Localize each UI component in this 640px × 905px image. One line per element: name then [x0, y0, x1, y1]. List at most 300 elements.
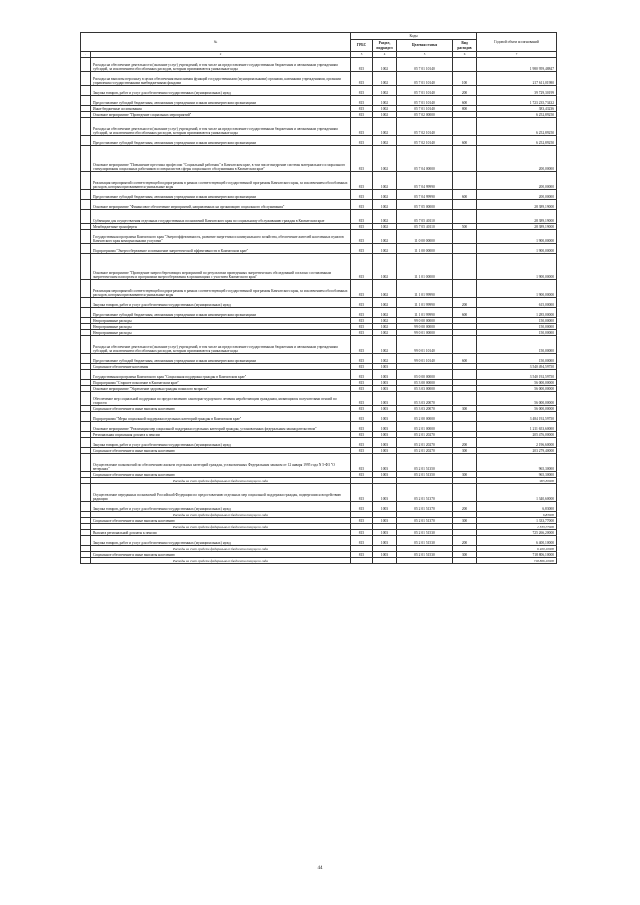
table-row: [81, 230, 557, 244]
cell-number: [81, 244, 91, 254]
cell-razdel: 1003: [373, 380, 397, 386]
cell-razdel: [373, 558, 397, 564]
cell-grbs: 815: [351, 454, 373, 472]
cell-expense-type: 200: [453, 502, 477, 512]
cell-target-article: 05 7 04 99990: [397, 190, 453, 200]
cell-amount: 3 540 192,59750: [477, 370, 557, 380]
cell-razdel: 1003: [373, 502, 397, 512]
cell-name: Основное мероприятие "Повышение престижа профессии "Социальный работник" в Камчатском крае, в том числе внедрение системы материального и морального стимулирования социальных работников и специалистов сферы социального обслуживания в Камчатском крае": [91, 146, 351, 172]
page-number: 44: [317, 866, 323, 871]
cell-razdel: 1003: [373, 432, 397, 438]
cell-grbs: 815: [351, 518, 373, 524]
cell-expense-type: [453, 370, 477, 380]
cell-name: Социальное обеспечение населения: [91, 364, 351, 370]
cell-expense-type: 600: [453, 190, 477, 200]
cell-target-article: 99 0 01 10140: [397, 354, 453, 364]
cell-expense-type: [453, 412, 477, 422]
table-row: [81, 536, 557, 546]
cell-name: Социальное обеспечение и иные выплаты населению: [91, 448, 351, 454]
cell-grbs: 815: [351, 536, 373, 546]
header-index-2: 2: [91, 52, 351, 58]
cell-razdel: 1003: [373, 406, 397, 412]
cell-amount: 1 900,00000: [477, 244, 557, 254]
cell-name: Непрограммные расходы: [91, 330, 351, 336]
cell-number: [81, 422, 91, 432]
cell-target-article: 05 2 01 51530: [397, 530, 453, 536]
cell-target-article: 05 2 01 51530: [397, 536, 453, 546]
cell-target-article: 05 2 01 20270: [397, 432, 453, 438]
cell-name: Расходы за счет средств федерального бюджета текущего года: [91, 546, 351, 552]
cell-expense-type: 100: [453, 72, 477, 86]
cell-grbs: 815: [351, 412, 373, 422]
cell-number: [81, 86, 91, 96]
cell-grbs: 815: [351, 280, 373, 298]
cell-grbs: 815: [351, 146, 373, 172]
cell-name: Межбюджетные трансферты: [91, 224, 351, 230]
cell-amount: 150,00000: [477, 330, 557, 336]
cell-amount: 6,83000: [477, 512, 557, 518]
cell-number: [81, 392, 91, 406]
cell-number: [81, 254, 91, 280]
cell-number: [81, 58, 91, 72]
cell-grbs: 815: [351, 106, 373, 112]
cell-target-article: 11 1 01 99990: [397, 280, 453, 298]
cell-target-article: 05 3 03 20070: [397, 406, 453, 412]
table-row: [81, 438, 557, 448]
cell-razdel: 1002: [373, 336, 397, 354]
cell-name: Непрограммные расходы: [91, 318, 351, 324]
cell-expense-type: 800: [453, 106, 477, 112]
cell-amount: 28 389,19000: [477, 200, 557, 210]
header-target-article: Целевая статья: [397, 40, 453, 52]
cell-name: Государственная программа Камчатского края "Социальная поддержка граждан в Камчатском крае": [91, 370, 351, 380]
cell-amount: 200,00000: [477, 172, 557, 190]
table-row: [81, 210, 557, 224]
cell-target-article: 05 7 04 00000: [397, 146, 453, 172]
cell-name: Подпрограмма "Меры социальной поддержки отдельных категорий граждан в Камчатском крае": [91, 412, 351, 422]
cell-razdel: 1003: [373, 386, 397, 392]
cell-number: [81, 336, 91, 354]
cell-grbs: 815: [351, 118, 373, 136]
cell-grbs: 815: [351, 380, 373, 386]
cell-target-article: 05 0 00 00000: [397, 370, 453, 380]
cell-target-article: 05 7 01 10140: [397, 58, 453, 72]
cell-razdel: 1003: [373, 412, 397, 422]
cell-name: Закупка товаров, работ и услуг для обеспечения государственных (муниципальных) нужд: [91, 502, 351, 512]
cell-target-article: 05 2 01 51370: [397, 518, 453, 524]
cell-expense-type: [453, 454, 477, 472]
cell-amount: 1 980 959,48847: [477, 58, 557, 72]
cell-number: [81, 146, 91, 172]
header-index-1: .: [81, 52, 91, 58]
cell-expense-type: 200: [453, 86, 477, 96]
cell-grbs: 815: [351, 354, 373, 364]
cell-name: Подпрограмма "Энергосбережение и повышение энергетической эффективности в Камчатском крае": [91, 244, 351, 254]
cell-razdel: 1002: [373, 118, 397, 136]
cell-number: [81, 72, 91, 86]
cell-grbs: 815: [351, 318, 373, 324]
cell-grbs: 815: [351, 86, 373, 96]
cell-grbs: 815: [351, 254, 373, 280]
cell-grbs: 815: [351, 552, 373, 558]
header-number: №: [81, 33, 351, 52]
cell-name: Закупка товаров, работ и услуг для обеспечения государственных (муниципальных) нужд: [91, 536, 351, 546]
cell-amount: 3 484 192,59750: [477, 412, 557, 422]
cell-razdel: 1002: [373, 330, 397, 336]
cell-grbs: 815: [351, 224, 373, 230]
cell-razdel: 1002: [373, 230, 397, 244]
cell-grbs: 815: [351, 200, 373, 210]
cell-grbs: 815: [351, 422, 373, 432]
table-row: [81, 370, 557, 380]
table-row: [81, 58, 557, 72]
cell-expense-type: 600: [453, 96, 477, 106]
cell-grbs: 815: [351, 336, 373, 354]
cell-razdel: 1002: [373, 298, 397, 308]
header-index-5: 5: [397, 52, 453, 58]
cell-target-article: 05 3 03 20070: [397, 392, 453, 406]
cell-expense-type: [453, 210, 477, 224]
cell-razdel: 1002: [373, 58, 397, 72]
cell-amount: 150,00000: [477, 318, 557, 324]
cell-number: [81, 172, 91, 190]
table-row: [81, 190, 557, 200]
cell-amount: 200,00000: [477, 146, 557, 172]
cell-razdel: 1002: [373, 318, 397, 324]
cell-razdel: 1002: [373, 254, 397, 280]
cell-amount: 718 806,10000: [477, 552, 557, 558]
cell-amount: 56 000,00000: [477, 380, 557, 386]
cell-expense-type: 300: [453, 472, 477, 478]
cell-name: Реализация мероприятий соответствующей подпрограммы в рамках соответствующей государственной программы Камчатского края, за исключением обособленных расходов, которым присваиваются уникальные коды: [91, 280, 351, 298]
cell-number: [81, 412, 91, 422]
cell-amount: 1 211 653,60000: [477, 422, 557, 432]
cell-name: Расходы на обеспечение деятельности (оказание услуг) учреждений, в том числе на предоставление государственным бюджетным и автономным учреждениям субсидий, за исключением обособленных расходов, которым присваиваются уникальные коды: [91, 118, 351, 136]
cell-grbs: 815: [351, 172, 373, 190]
cell-razdel: 1002: [373, 354, 397, 364]
cell-number: [81, 230, 91, 244]
cell-expense-type: [453, 230, 477, 244]
cell-target-article: 05 7 05 40110: [397, 224, 453, 230]
cell-name: Расходы на обеспечение деятельности (оказание услуг) учреждений, в том числе на предоставление государственным бюджетным и автономным учреждениям субсидий, за исключением обособленных расходов, которым присваиваются уникальные коды: [91, 336, 351, 354]
cell-razdel: 1003: [373, 484, 397, 502]
cell-name: Расходы на выплаты персоналу в целях обеспечения выполнения функций государственными (муниципальными) органами, казенными учреждениями, органами управления государственными внебюджетными фондами: [91, 72, 351, 86]
cell-number: [81, 370, 91, 380]
cell-name: Непрограммные расходы: [91, 324, 351, 330]
cell-target-article: 05 7 04 99990: [397, 172, 453, 190]
cell-number: [81, 502, 91, 512]
cell-expense-type: [453, 484, 477, 502]
table-row: [81, 484, 557, 502]
cell-name: Реализация мероприятий соответствующей подпрограммы в рамках соответствующей государственной программы Камчатского края, за исключением обособленных расходов, которым присваиваются уникальные коды: [91, 172, 351, 190]
cell-target-article: 99 0 01 00000: [397, 330, 453, 336]
cell-grbs: 815: [351, 58, 373, 72]
cell-razdel: 1002: [373, 308, 397, 318]
cell-target-article: 05 2 01 51350: [397, 472, 453, 478]
cell-amount: 1 333,77000: [477, 518, 557, 524]
cell-name: Осуществление переданных полномочий Российской Федерации по предоставлению отдельных мер социальной поддержки граждан, подвергшихся воздействию радиации: [91, 484, 351, 502]
cell-target-article: 05 2 01 00000: [397, 422, 453, 432]
cell-number: [81, 536, 91, 546]
cell-expense-type: [453, 422, 477, 432]
table-row: [81, 354, 557, 364]
cell-name: Предоставление субсидий бюджетным, автономным учреждениям и иным некоммерческим организациям: [91, 190, 351, 200]
cell-target-article: 05 7 01 10140: [397, 72, 453, 86]
cell-razdel: 1002: [373, 324, 397, 330]
table-row: [81, 146, 557, 172]
cell-expense-type: [453, 558, 477, 564]
cell-grbs: 815: [351, 484, 373, 502]
cell-amount: 6 400,10000: [477, 536, 557, 546]
cell-number: [81, 308, 91, 318]
cell-expense-type: [453, 58, 477, 72]
cell-amount: 6 400,10000: [477, 546, 557, 552]
cell-razdel: 1002: [373, 190, 397, 200]
cell-razdel: 1002: [373, 172, 397, 190]
cell-expense-type: [453, 336, 477, 354]
cell-razdel: 1003: [373, 392, 397, 406]
cell-razdel: 1002: [373, 86, 397, 96]
cell-razdel: 1002: [373, 244, 397, 254]
cell-amount: 28 389,19000: [477, 224, 557, 230]
cell-grbs: 815: [351, 112, 373, 118]
cell-amount: 56 000,00000: [477, 406, 557, 412]
cell-target-article: 99 0 00 00000: [397, 318, 453, 324]
table-row: [81, 254, 557, 280]
cell-grbs: 815: [351, 472, 373, 478]
cell-grbs: 815: [351, 190, 373, 200]
table-row: [81, 72, 557, 86]
header-annual-volume: Годовой объем ассигнований: [477, 33, 557, 52]
header-codes: Коды: [351, 33, 477, 40]
cell-razdel: 1002: [373, 136, 397, 146]
cell-grbs: 815: [351, 438, 373, 448]
cell-target-article: 05 7 02 10140: [397, 118, 453, 136]
table-row: [81, 280, 557, 298]
cell-name: Расходы за счет средств федерального бюджета текущего года: [91, 558, 351, 564]
cell-amount: 1 285,00000: [477, 308, 557, 318]
cell-amount: 1 900,00000: [477, 280, 557, 298]
cell-number: [81, 118, 91, 136]
cell-expense-type: [453, 172, 477, 190]
cell-amount: 56 000,00000: [477, 386, 557, 392]
cell-amount: 965,30000: [477, 454, 557, 472]
cell-target-article: 05 7 01 10140: [397, 86, 453, 96]
cell-razdel: 1003: [373, 472, 397, 478]
cell-razdel: 1002: [373, 112, 397, 118]
cell-razdel: 1002: [373, 200, 397, 210]
cell-razdel: 1003: [373, 552, 397, 558]
cell-expense-type: [453, 392, 477, 406]
header-index-7: 7: [477, 52, 557, 58]
cell-expense-type: 300: [453, 518, 477, 524]
cell-target-article: 05 3 00 00000: [397, 380, 453, 386]
cell-name: Предоставление субсидий бюджетным, автономным учреждениям и иным некоммерческим организациям: [91, 354, 351, 364]
table-row: [81, 392, 557, 406]
cell-name: Субвенции для осуществления отдельных государственных полномочий Камчатского края по социальному обслуживанию граждан в Камчатском крае: [91, 210, 351, 224]
cell-target-article: 05 3 03 00000: [397, 386, 453, 392]
cell-name: Предоставление субсидий бюджетным, автономным учреждениям и иным некоммерческим организациям: [91, 308, 351, 318]
table-row: [81, 308, 557, 318]
cell-amount: 6 252,89250: [477, 136, 557, 146]
cell-name: Расходы за счет средств федерального бюджета текущего года: [91, 478, 351, 484]
cell-amount: 150,00000: [477, 324, 557, 330]
cell-expense-type: 300: [453, 552, 477, 558]
table-row: [81, 454, 557, 472]
header-grbs: ГРБС: [351, 40, 373, 52]
cell-razdel: 1002: [373, 210, 397, 224]
cell-grbs: 815: [351, 96, 373, 106]
header-razdel: Раздел, подраздел: [373, 40, 397, 52]
cell-target-article: 05 2 00 00000: [397, 412, 453, 422]
cell-number: [81, 210, 91, 224]
cell-name: Основное мероприятие "Проведение энергосберегающих мероприятий по результатам проведенных энергетических обследований согласно составленным энергетическим паспортам и программам энергосбережения в организациях с участием Камчатского края": [91, 254, 351, 280]
cell-grbs: 815: [351, 370, 373, 380]
cell-amount: 6 252,89250: [477, 112, 557, 118]
cell-amount: 217 611,01980: [477, 72, 557, 86]
cell-expense-type: 600: [453, 136, 477, 146]
budget-table-sheet: [80, 32, 556, 564]
cell-name: Подпрограмма "Старшее поколение в Камчатском крае": [91, 380, 351, 386]
table-row: [81, 136, 557, 146]
cell-number: [81, 454, 91, 472]
cell-expense-type: [453, 118, 477, 136]
cell-number: [81, 484, 91, 502]
cell-razdel: 1003: [373, 364, 397, 370]
cell-number: [81, 280, 91, 298]
cell-grbs: 815: [351, 392, 373, 406]
cell-razdel: 1003: [373, 438, 397, 448]
cell-grbs: 815: [351, 364, 373, 370]
table-row: [81, 336, 557, 354]
header-index-3: 3: [351, 52, 373, 58]
cell-grbs: 815: [351, 230, 373, 244]
cell-name: Социальное обеспечение и иные выплаты населению: [91, 472, 351, 478]
cell-grbs: [351, 558, 373, 564]
cell-name: Основное мероприятие "Укрепление здоровья граждан пожилого возраста": [91, 386, 351, 392]
cell-name: Социальное обеспечение и иные выплаты населению: [91, 552, 351, 558]
cell-name: Социальное обеспечение и иные выплаты населению: [91, 406, 351, 412]
cell-expense-type: 200: [453, 438, 477, 448]
table-row: [81, 86, 557, 96]
table-row: [81, 200, 557, 210]
cell-razdel: 1003: [373, 518, 397, 524]
cell-number: [81, 136, 91, 146]
cell-target-article: 11 1 01 99990: [397, 308, 453, 318]
cell-razdel: 1003: [373, 454, 397, 472]
table-body: [81, 58, 557, 564]
cell-razdel: 1002: [373, 72, 397, 86]
cell-grbs: 815: [351, 244, 373, 254]
cell-target-article: 11 0 00 00000: [397, 230, 453, 244]
cell-amount: 150,00000: [477, 336, 557, 354]
cell-name: Государственная программа Камчатского края "Энергоэффективность, развитие энергетики и коммунального хозяйства, обеспечение жителей населенных пунктов Камчатского края коммунальными услугами": [91, 230, 351, 244]
cell-grbs: 815: [351, 502, 373, 512]
budget-table: [80, 32, 557, 564]
cell-expense-type: [453, 244, 477, 254]
cell-amount: 718 866,10000: [477, 558, 557, 564]
cell-razdel: 1002: [373, 280, 397, 298]
cell-name: Обеспечение мер социальной поддержки по предоставлению санаторно-курортного лечения неработающим гражданам, являющимся получателями пенсий по старости: [91, 392, 351, 406]
cell-amount: 150,00000: [477, 354, 557, 364]
cell-name: Основное мероприятие "Реализация мер социальной поддержки отдельных категорий граждан, установленных федеральным законодательством": [91, 422, 351, 432]
cell-name: Закупка товаров, работ и услуг для обеспечения государственных (муниципальных) нужд: [91, 86, 351, 96]
cell-amount: 39 729,30199: [477, 86, 557, 96]
cell-amount: 3 540 494,59750: [477, 364, 557, 370]
cell-amount: 383,43236: [477, 106, 557, 112]
cell-target-article: 05 2 01 20270: [397, 438, 453, 448]
cell-razdel: 1003: [373, 530, 397, 536]
table-row: [81, 172, 557, 190]
cell-expense-type: 500: [453, 224, 477, 230]
table-row: [81, 96, 557, 106]
cell-name: Социальное обеспечение и иные выплаты населению: [91, 518, 351, 524]
table-row: [81, 422, 557, 432]
cell-target-article: 05 7 01 10140: [397, 96, 453, 106]
cell-name: Основное мероприятие "Финансовое обеспечение мероприятий, направленных на организацию социального обслуживания": [91, 200, 351, 210]
cell-target-article: 05 2 01 51370: [397, 484, 453, 502]
header-index-6: 6: [453, 52, 477, 58]
cell-amount: 203 279,40000: [477, 448, 557, 454]
cell-target-article: 05 2 01 51370: [397, 502, 453, 512]
cell-expense-type: 600: [453, 354, 477, 364]
cell-target-article: 05 7 02 10140: [397, 136, 453, 146]
cell-number: [81, 200, 91, 210]
cell-name: Закупка товаров, работ и услуг для обеспечения государственных (муниципальных) нужд: [91, 438, 351, 448]
cell-expense-type: [453, 146, 477, 172]
cell-expense-type: 200: [453, 536, 477, 546]
cell-razdel: 1002: [373, 96, 397, 106]
cell-amount: 965,30000: [477, 478, 557, 484]
cell-target-article: 11 1 01 99990: [397, 298, 453, 308]
cell-amount: 965,30000: [477, 472, 557, 478]
table-row: [81, 502, 557, 512]
cell-name: Осуществление полномочий по обеспечению жильем отдельных категорий граждан, установленных Федеральным законом от 12 января 1995 года N 5-ФЗ "О ветеранах": [91, 454, 351, 472]
cell-number: [81, 190, 91, 200]
cell-amount: 28 389,19000: [477, 210, 557, 224]
cell-name: Расходы за счет средств федерального бюджета текущего года: [91, 512, 351, 518]
cell-name: Основное мероприятие "Проведение социальных мероприятий": [91, 112, 351, 118]
cell-amount: 2 196,60000: [477, 438, 557, 448]
cell-expense-type: 300: [453, 406, 477, 412]
cell-target-article: 11 1 01 00000: [397, 254, 453, 280]
cell-name: Региональная социальная доплата к пенсии: [91, 432, 351, 438]
cell-number: [81, 438, 91, 448]
cell-amount: 1 333,77000: [477, 524, 557, 530]
cell-amount: 1 723 235,73432: [477, 96, 557, 106]
cell-target-article: [397, 558, 453, 564]
cell-name: Расходы на обеспечение деятельности (оказание услуг) учреждений, в том числе на предоставление государственным бюджетным и автономным учреждениям субсидий, за исключением обособленных расходов, которым присваиваются уникальные коды: [91, 58, 351, 72]
cell-name: Предоставление субсидий бюджетным, автономным учреждениям и иным некоммерческим организациям: [91, 96, 351, 106]
cell-number: [81, 298, 91, 308]
cell-amount: 205 476,00000: [477, 432, 557, 438]
table-row-funding-note: [81, 558, 557, 564]
cell-number: [81, 558, 91, 564]
table-row: [81, 244, 557, 254]
cell-razdel: 1003: [373, 370, 397, 380]
cell-name: Иные бюджетные ассигнования: [91, 106, 351, 112]
cell-razdel: 1003: [373, 448, 397, 454]
table-row: [81, 298, 557, 308]
cell-grbs: 815: [351, 386, 373, 392]
cell-amount: 1 900,00000: [477, 254, 557, 280]
cell-grbs: 815: [351, 324, 373, 330]
cell-name: Расходы за счет средств федерального бюджета текущего года: [91, 524, 351, 530]
cell-amount: 725 266,20000: [477, 530, 557, 536]
cell-target-article: 05 2 01 51350: [397, 454, 453, 472]
cell-name: Закупка товаров, работ и услуг для обеспечения государственных (муниципальных) нужд: [91, 298, 351, 308]
cell-target-article: 05 7 05 00000: [397, 200, 453, 210]
